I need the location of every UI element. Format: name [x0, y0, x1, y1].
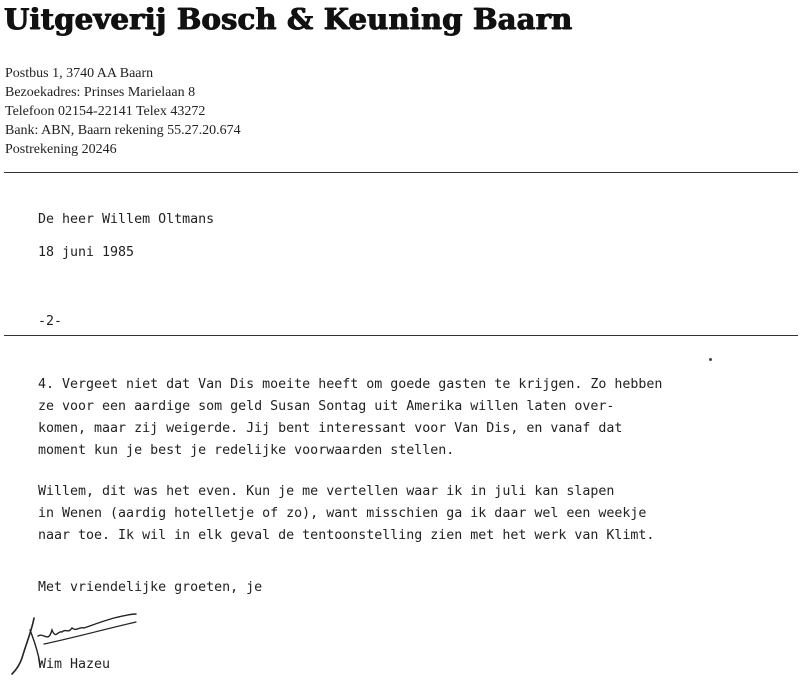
paragraph-4: [38, 374, 662, 462]
paragraph-line: komen, maar zij weigerde. Jij bent interessant voor Van Dis, en vanaf dat: [38, 421, 623, 436]
address-line-bank: Bank: ABN, Baarn rekening 55.27.20.674: [5, 123, 241, 138]
address-line-visit: Bezoekadres: Prinses Marielaan 8: [5, 85, 196, 100]
address-line-giro: Postrekening 20246: [5, 142, 117, 157]
typed-signature-name: Wim Hazeu: [38, 657, 111, 672]
address-line-phone: Telefoon 02154-22141 Telex 43272: [5, 104, 206, 119]
address-line-postbus: Postbus 1, 3740 AA Baarn: [5, 66, 154, 81]
paragraph-line: 4. Vergeet niet dat Van Dis moeite heeft om goede gasten te krijgen. Zo hebben: [38, 377, 663, 392]
paragraph-line: naar toe. Ik wil in elk geval de tentoonstelling zien met het werk van Klimt.: [38, 528, 655, 543]
paragraph-line: moment kun je best je redelijke voorwaarden stellen.: [38, 443, 455, 458]
page-divider: [4, 335, 798, 336]
publisher-address-block: [5, 64, 241, 159]
publisher-masthead: Uitgeverij Bosch & Keuning Baarn: [4, 2, 573, 36]
page-number: -2-: [38, 314, 63, 329]
speck-mark: [709, 358, 712, 361]
paragraph-line: in Wenen (aardig hotelletje of zo), want misschien ga ik daar wel een weekje: [38, 506, 647, 521]
closing-line: Met vriendelijke groeten, je: [38, 580, 263, 595]
paragraph-vienna: [38, 481, 654, 547]
recipient-line: De heer Willem Oltmans: [38, 212, 215, 227]
letterhead-divider: [4, 172, 798, 173]
letter-date: 18 juni 1985: [38, 245, 135, 260]
paragraph-line: ze voor een aardige som geld Susan Sontag uit Amerika willen laten over-: [38, 399, 615, 414]
paragraph-line: Willem, dit was het even. Kun je me vertellen waar ik in juli kan slapen: [38, 484, 615, 499]
